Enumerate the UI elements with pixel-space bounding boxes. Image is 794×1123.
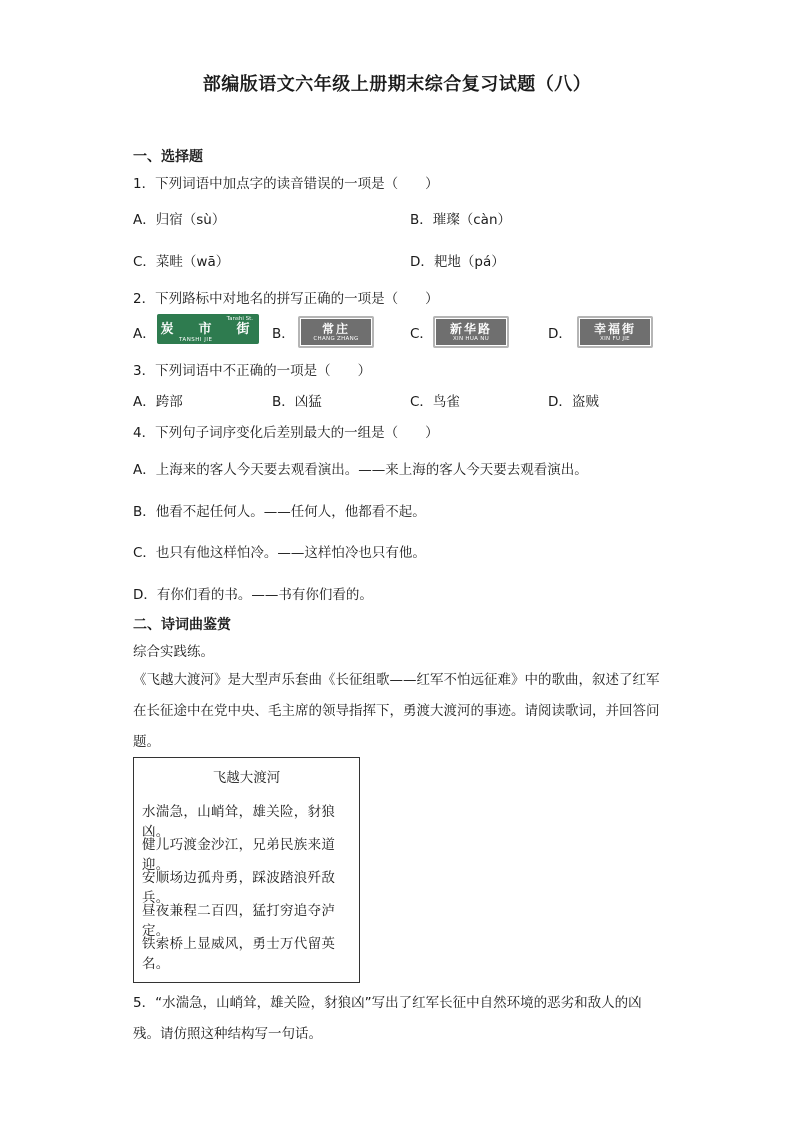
question-1-option-d: D．耙地（pá） (410, 254, 505, 270)
road-sign-d-image (577, 316, 653, 348)
question-3-option-c: C．鸟雀 (410, 394, 460, 410)
practice-intro: 综合实践练。 (133, 644, 214, 660)
question-2-option-d-label: D． (548, 326, 572, 342)
section-heading-poetry: 二、诗词曲鉴赏 (133, 617, 231, 633)
question-2-option-b-label: B． (272, 326, 295, 342)
road-sign-a-pinyin: TANSHI JIE (179, 337, 213, 343)
poem-line: 安顺场边孤舟勇，踩波踏浪歼敌兵。 (142, 870, 336, 906)
page-title: 部编版语文六年级上册期末综合复习试题（八） (202, 74, 592, 95)
question-3-option-b: B．凶猛 (272, 394, 322, 410)
poem-line: 铁索桥上显威风，勇士万代留英名。 (142, 936, 336, 972)
passage-text: 《飞越大渡河》是大型声乐套曲《长征组歌——红军不怕远征难》中的歌曲，叙述了红军在长征途中在党中央、毛主席的领导指挥下，勇渡大渡河的事迹。请阅读歌词，并回答问题。 (133, 672, 660, 750)
poem-line: 水湍急，山峭耸，雄关险，豺狼凶。 (142, 804, 336, 840)
road-sign-c-name: 新华路 (449, 321, 492, 336)
poem-box (133, 757, 360, 983)
road-sign-b-pinyin: CHANG ZHANG (313, 335, 359, 342)
question-4-option-c: C．也只有他这样怕冷。——这样怕冷也只有他。 (133, 545, 426, 561)
question-1-option-a: A．归宿（sù） (133, 212, 226, 228)
poem-title: 飞越大渡河 (212, 770, 281, 786)
question-1-option-b: B．璀璨（càn） (410, 212, 512, 228)
question-5-stem: 5．“水湍急，山峭耸，雄关险，豺狼凶”写出了红军长征中自然环境的恶劣和敌人的凶残。请仿照这种结构写一句话。 (133, 995, 642, 1042)
question-2-option-c-label: C． (410, 326, 433, 342)
question-4-option-d: D．有你们看的书。——书有你们看的。 (133, 587, 373, 603)
road-sign-a-english: Tanshi St. (226, 316, 253, 322)
question-3-stem: 3．下列词语中不正确的一项是（ ） (133, 363, 372, 379)
question-3-option-a: A．跨部 (133, 394, 183, 410)
road-sign-a-name: 炭 市 街 (160, 321, 256, 337)
road-sign-d-name: 幸福街 (593, 321, 636, 336)
poem-line: 健儿巧渡金沙江，兄弟民族来道迎。 (142, 837, 336, 873)
question-2-stem: 2．下列路标中对地名的拼写正确的一项是（ ） (133, 291, 439, 307)
road-sign-d-pinyin: XIN FU JIE (600, 335, 630, 342)
section-heading-choice: 一、选择题 (133, 149, 203, 165)
road-sign-b-image (298, 316, 374, 348)
road-sign-b-name: 常庄 (321, 321, 350, 336)
road-sign-c-pinyin: XIN HUA NU (452, 335, 490, 342)
question-2-option-a-label: A． (133, 326, 156, 342)
road-sign-a-image (157, 314, 259, 344)
question-1-stem: 1．下列词语中加点字的读音错误的一项是（ ） (133, 176, 439, 192)
question-4-option-b: B．他看不起任何人。——任何人，他都看不起。 (133, 504, 426, 520)
question-3-option-d: D．盗贼 (548, 394, 599, 410)
question-4-option-a: A．上海来的客人今天要去观看演出。——来上海的客人今天要去观看演出。 (133, 462, 588, 478)
question-1-option-c: C．菜畦（wā） (133, 254, 230, 270)
question-4-stem: 4．下列句子词序变化后差别最大的一组是（ ） (133, 425, 439, 441)
road-sign-c-image (433, 316, 509, 348)
poem-line: 昼夜兼程二百四，猛打穷追夺泸定。 (142, 903, 336, 939)
